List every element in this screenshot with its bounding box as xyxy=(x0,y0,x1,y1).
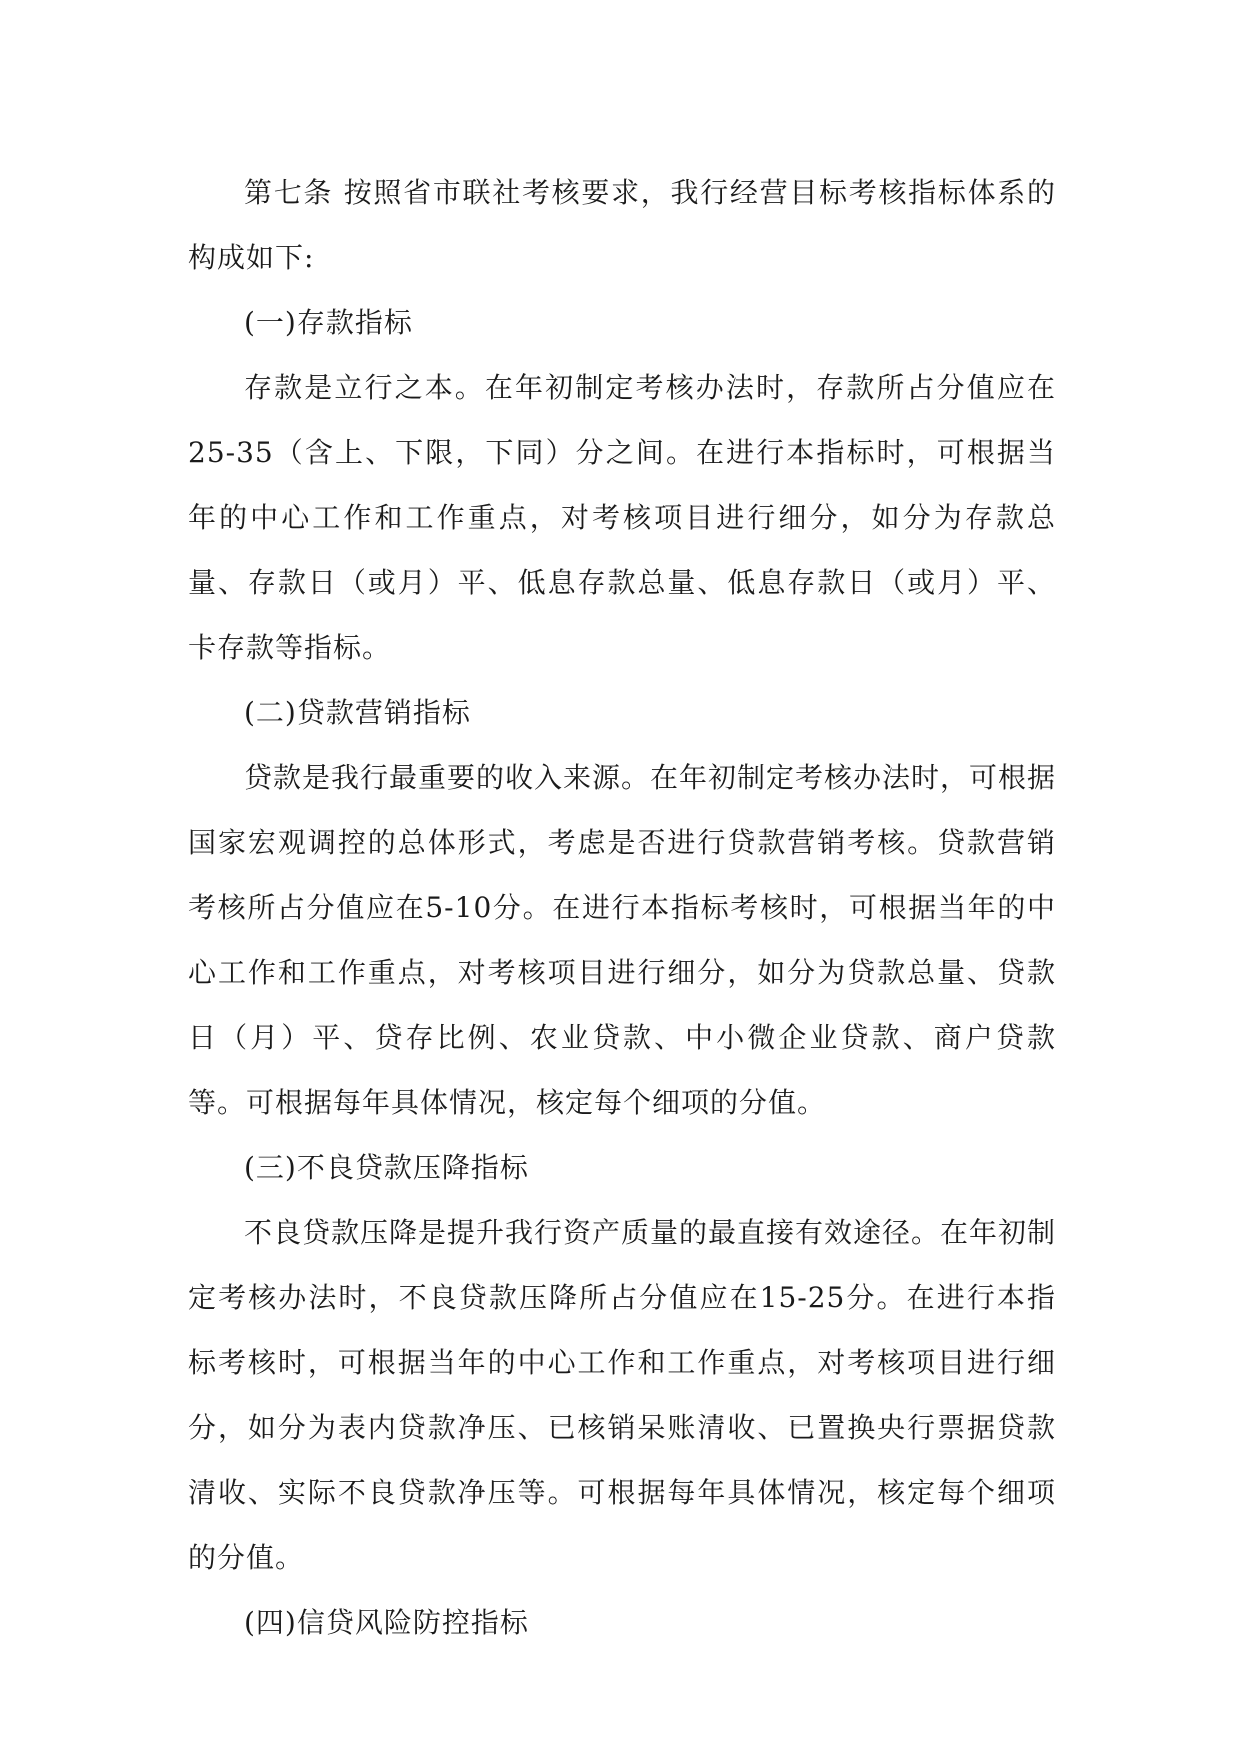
section-body-loan-marketing: 贷款是我行最重要的收入来源。在年初制定考核办法时，可根据国家宏观调控的总体形式，考虑是否进行贷款营销考核。贷款营销考核所占分值应在5-10分。在进行本指标考核时，可根据当年的中心工作和工作重点，对考核项目进行细分，如分为贷款总量、贷款日（月）平、贷存比例、农业贷款、中小微企业贷款、商户贷款等。可根据每年具体情况，核定每个细项的分值。 xyxy=(188,761,1057,1119)
section-heading-credit-risk: (四)信贷风险防控指标 xyxy=(244,1606,529,1639)
article-intro: 第七条 按照省市联社考核要求，我行经营目标考核指标体系的构成如下: xyxy=(188,176,1056,274)
section-body-deposit: 存款是立行之本。在年初制定考核办法时，存款所占分值应在25-35（含上、下限，下同）分之间。在进行本指标时，可根据当年的中心工作和工作重点，对考核项目进行细分，如分为存款总量、存款日（或月）平、低息存款总量、低息存款日（或月）平、卡存款等指标。 xyxy=(188,371,1056,664)
document-body xyxy=(188,160,1056,1655)
section-heading-npl-reduction: (三)不良贷款压降指标 xyxy=(244,1151,529,1184)
section-body-npl-reduction: 不良贷款压降是提升我行资产质量的最直接有效途径。在年初制定考核办法时，不良贷款压降所占分值应在15-25分。在进行本指标考核时，可根据当年的中心工作和工作重点，对考核项目进行细分，如分为表内贷款净压、已核销呆账清收、已置换央行票据贷款清收、实际不良贷款净压等。可根据每年具体情况，核定每个细项的分值。 xyxy=(188,1216,1057,1574)
section-heading-loan-marketing: (二)贷款营销指标 xyxy=(244,696,471,729)
section-heading-deposit: (一)存款指标 xyxy=(244,306,413,339)
